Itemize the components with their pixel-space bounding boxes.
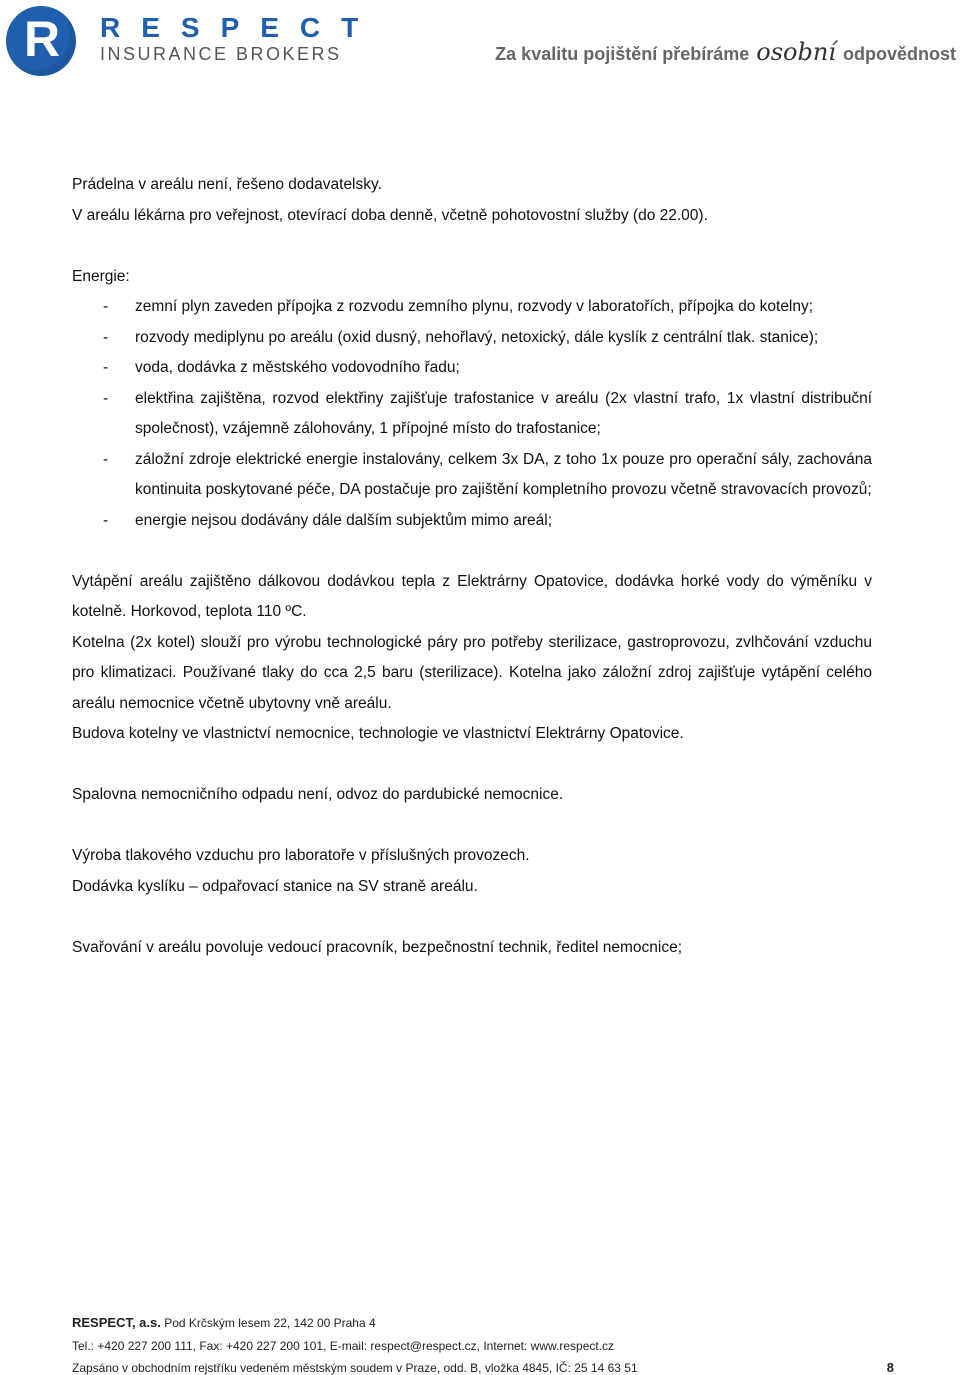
slogan-end: odpovědnost — [843, 44, 956, 64]
slogan — [495, 40, 956, 64]
brand-name: RESPECT — [100, 12, 380, 43]
paragraph-boiler: Kotelna (2x kotel) slouží pro výrobu technologické páry pro potřeby sterilizace, gastroprovozu, zvlhčování vzduchu pro klimatizaci. Používané tlaky do cca 2,5 baru (sterilizace). Kotelna jako záložní zdroj zajišťuje vytápění celého areálu nemocnice včetně ubytovny vně areálu. — [72, 633, 872, 712]
footer-registry: Zapsáno v obchodním rejstříku vedeném městským soudem v Praze, odd. B, vložka 4845, IČ: 25 14 63 51 — [72, 1361, 638, 1375]
slogan-start: Za kvalitu pojištění přebíráme — [495, 44, 750, 64]
paragraph-laundry: Prádelna v areálu není, řešeno dodavatelsky. — [72, 176, 382, 193]
footer-contacts: Tel.: +420 227 200 111, Fax: +420 227 200 101, E-mail: respect@respect.cz, Internet: www.respect.cz — [72, 1339, 615, 1353]
footer-company: RESPECT, a.s. — [72, 1315, 161, 1330]
paragraph-welding: Svařování v areálu povoluje vedoucí pracovník, bezpečnostní technik, ředitel nemocnice; — [72, 938, 683, 956]
page-number: 8 — [886, 1360, 894, 1375]
paragraph-pharmacy: V areálu lékárna pro veřejnost, otevírací doba denně, včetně pohotovostní služby (do 22.00). — [72, 206, 708, 224]
logo-mark — [6, 6, 76, 76]
footer-address: Pod Krčským lesem 22, 142 00 Praha 4 — [164, 1316, 376, 1330]
list-item: - elektřina zajištěna, rozvod elektřiny zajišťuje trafostanice v areálu (2x vlastní trafo, 1x vlastní distribuční společnost), vzájemně zálohovány, 1 přípojné místo do trafostanice; — [103, 389, 872, 437]
list-item: - voda, dodávka z městského vodovodního řadu; — [103, 359, 460, 376]
list-item: - energie nejsou dodávány dále dalším subjektům mimo areál; — [103, 511, 553, 529]
paragraph-incinerator: Spalovna nemocničního odpadu není, odvoz do pardubické nemocnice. — [72, 786, 564, 803]
list-item: - rozvody mediplynu po areálu (oxid dusný, nehořlavý, netoxický, dále kyslík z centrální tlak. stanice); — [103, 328, 819, 346]
logo-letter: R — [24, 11, 61, 67]
paragraph-heating: Vytápění areálu zajištěno dálkovou dodávkou tepla z Elektrárny Opatovice, dodávka horké vody do výměníku v kotelně. Horkovod, teplota 110 ºC. — [72, 572, 872, 620]
list-item: - záložní zdroje elektrické energie instalovány, celkem 3x DA, z toho 1x pouze pro operační sály, zachována kontinuita poskytované péče, DA postačuje pro zajištění kompletního provozu včetně stravovacích provozů; — [103, 450, 872, 498]
paragraph-compressed-air: Výroba tlakového vzduchu pro laboratoře v příslušných provozech. — [72, 847, 530, 864]
list-item: - zemní plyn zaveden přípojka z rozvodu zemního plynu, rozvody v laboratořích, přípojka do kotelny; — [103, 298, 814, 315]
brand-subtitle: INSURANCE BROKERS — [100, 44, 342, 64]
energy-list — [72, 292, 872, 536]
paragraph-boiler-ownership: Budova kotelny ve vlastnictví nemocnice, technologie ve vlastnictví Elektrárny Opatovice. — [72, 725, 684, 742]
document-body — [72, 170, 872, 963]
paragraph-oxygen: Dodávka kyslíku – odpařovací stanice na SV straně areálu. — [72, 877, 478, 895]
footer-company-line — [72, 1315, 376, 1330]
energy-heading: Energie: — [72, 267, 130, 285]
slogan-handwritten: osobní — [756, 38, 836, 66]
